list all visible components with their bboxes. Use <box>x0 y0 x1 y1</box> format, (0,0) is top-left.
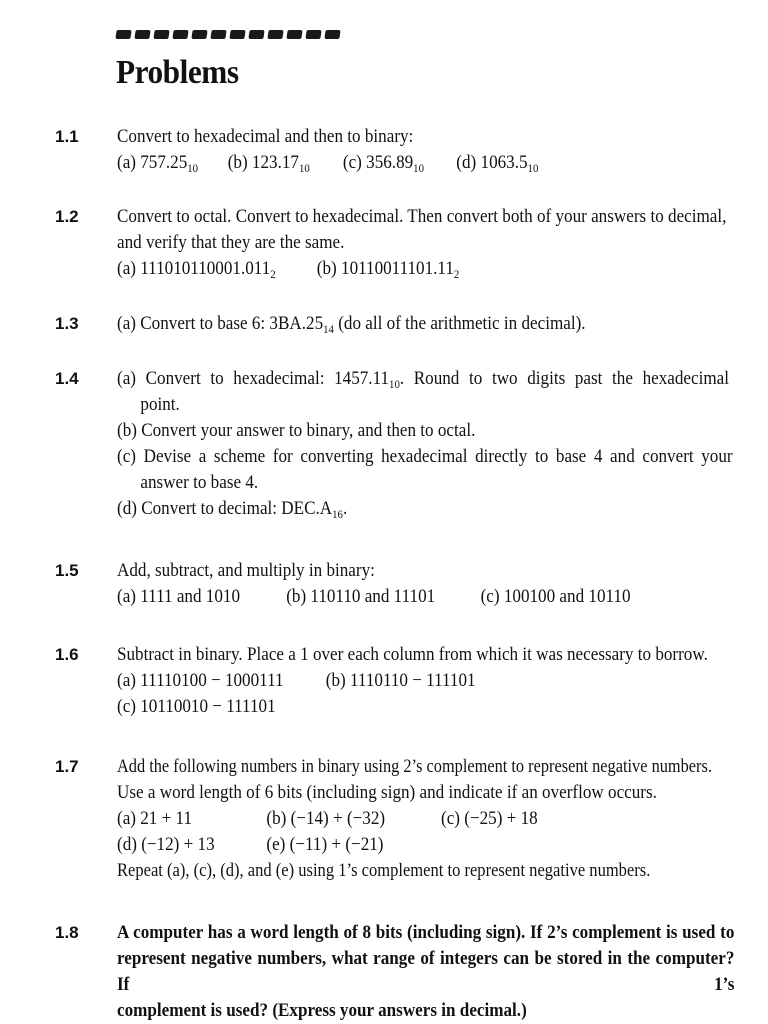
problem-body <box>117 558 737 610</box>
part-b: (b) (−14) + (−32) <box>266 808 386 829</box>
problem-intro-line: Use a word length of 6 bits (including sign) and indicate if an overflow occurs. <box>117 782 657 803</box>
rule-dot <box>267 30 283 39</box>
part-c: (c) 10110010 − 111101 <box>117 696 276 717</box>
problem-line: complement is used? (Express your answers in decimal.) <box>117 1000 527 1021</box>
problem-part-c: (c) Devise a scheme for converting hexadecimal directly to base 4 and convert your <box>117 446 733 467</box>
problem-part-b: (b) Convert your answer to binary, and then to octal. <box>117 420 476 441</box>
problem-intro: Convert to hexadecimal and then to binary: <box>117 126 414 147</box>
rule-dot <box>172 30 188 39</box>
problem-number: 1.5 <box>55 561 79 580</box>
rule-dot <box>324 30 340 39</box>
problem-body <box>117 920 737 1024</box>
part-c: (c) 100100 and 10110 <box>480 586 631 607</box>
rule-dot <box>248 30 264 39</box>
part-c: (c) (−25) + 18 <box>441 808 538 829</box>
problem-part-d: (d) Convert to decimal: $DEC.A_{16}$. <box>117 498 348 521</box>
problem-parts <box>117 150 675 176</box>
rule-dot <box>305 30 321 39</box>
part-b: (b) $123.17_{10}$ <box>227 152 310 175</box>
problem-number: 1.1 <box>55 127 79 146</box>
problem-line: represent negative numbers, what range of integers can be stored in the computer? If 1’s <box>117 948 735 995</box>
problem-part-a: (a) Convert to hexadecimal: $1457.11_{10}$. Round to two digits past the hexadecimal <box>117 368 729 391</box>
problem-body <box>117 754 737 884</box>
problem-parts <box>117 256 675 282</box>
problem-parts <box>117 668 675 694</box>
problem-intro: Add, subtract, and multiply in binary: <box>117 560 375 581</box>
problem-part-a-cont: point. <box>140 394 180 415</box>
problem-part-a: (a) Convert to base 6: $3BA.25_{14}$ (do all of the arithmetic in decimal). <box>117 313 586 336</box>
part-b: (b) 1110110 − 111101 <box>325 670 476 691</box>
problem-body <box>117 124 737 176</box>
rule-dot <box>115 30 131 39</box>
part-d: (d) $1063.5_{10}$ <box>456 152 539 175</box>
rule-dot <box>210 30 226 39</box>
problem-parts <box>117 832 675 858</box>
rule-dot <box>286 30 302 39</box>
problem-number: 1.8 <box>55 923 79 942</box>
problem-intro-line: and verify that they are the same. <box>117 232 345 253</box>
problem-body <box>117 311 737 337</box>
problem-body <box>117 366 737 522</box>
page-title: Problems <box>116 54 239 91</box>
part-a: (a) $757.25_{10}$ <box>117 152 199 175</box>
problem-repeat: Repeat (a), (c), (d), and (e) using 1’s complement to represent negative numbers. <box>117 860 651 881</box>
problem-number: 1.3 <box>55 314 79 333</box>
rule-dot <box>134 30 150 39</box>
problem-body <box>117 204 737 282</box>
decorative-dot-rule <box>116 30 340 39</box>
part-b: (b) $10110011101.11_2$ <box>316 258 460 281</box>
problem-number: 1.6 <box>55 645 79 664</box>
problem-intro-line: Add the following numbers in binary using 2’s complement to represent negative numbers. <box>117 756 712 777</box>
rule-dot <box>191 30 207 39</box>
part-a: (a) 21 + 11 <box>117 808 193 829</box>
problem-intro: Subtract in binary. Place a 1 over each column from which it was necessary to borrow. <box>117 644 708 665</box>
part-e: (e) (−11) + (−21) <box>266 834 384 855</box>
rule-dot <box>153 30 169 39</box>
problem-body <box>117 642 737 720</box>
problem-parts <box>117 584 675 610</box>
part-a: (a) 1111 and 1010 <box>117 586 241 607</box>
problem-parts <box>117 806 675 832</box>
problem-line: A computer has a word length of 8 bits (including sign). If 2’s complement is used to <box>117 922 735 943</box>
problem-intro-line: Convert to octal. Convert to hexadecimal. Then convert both of your answers to decimal, <box>117 206 727 227</box>
problem-number: 1.7 <box>55 757 79 776</box>
problem-part-c-cont: answer to base 4. <box>140 472 259 493</box>
rule-dot <box>229 30 245 39</box>
part-c: (c) $356.89_{10}$ <box>342 152 424 175</box>
problem-number: 1.2 <box>55 207 79 226</box>
part-d: (d) (−12) + 13 <box>117 834 215 855</box>
part-a: (a) $111010110001.011_2$ <box>117 258 276 281</box>
part-b: (b) 110110 and 11101 <box>286 586 436 607</box>
problem-number: 1.4 <box>55 369 79 388</box>
part-a: (a) 11110100 − 1000111 <box>117 670 284 691</box>
